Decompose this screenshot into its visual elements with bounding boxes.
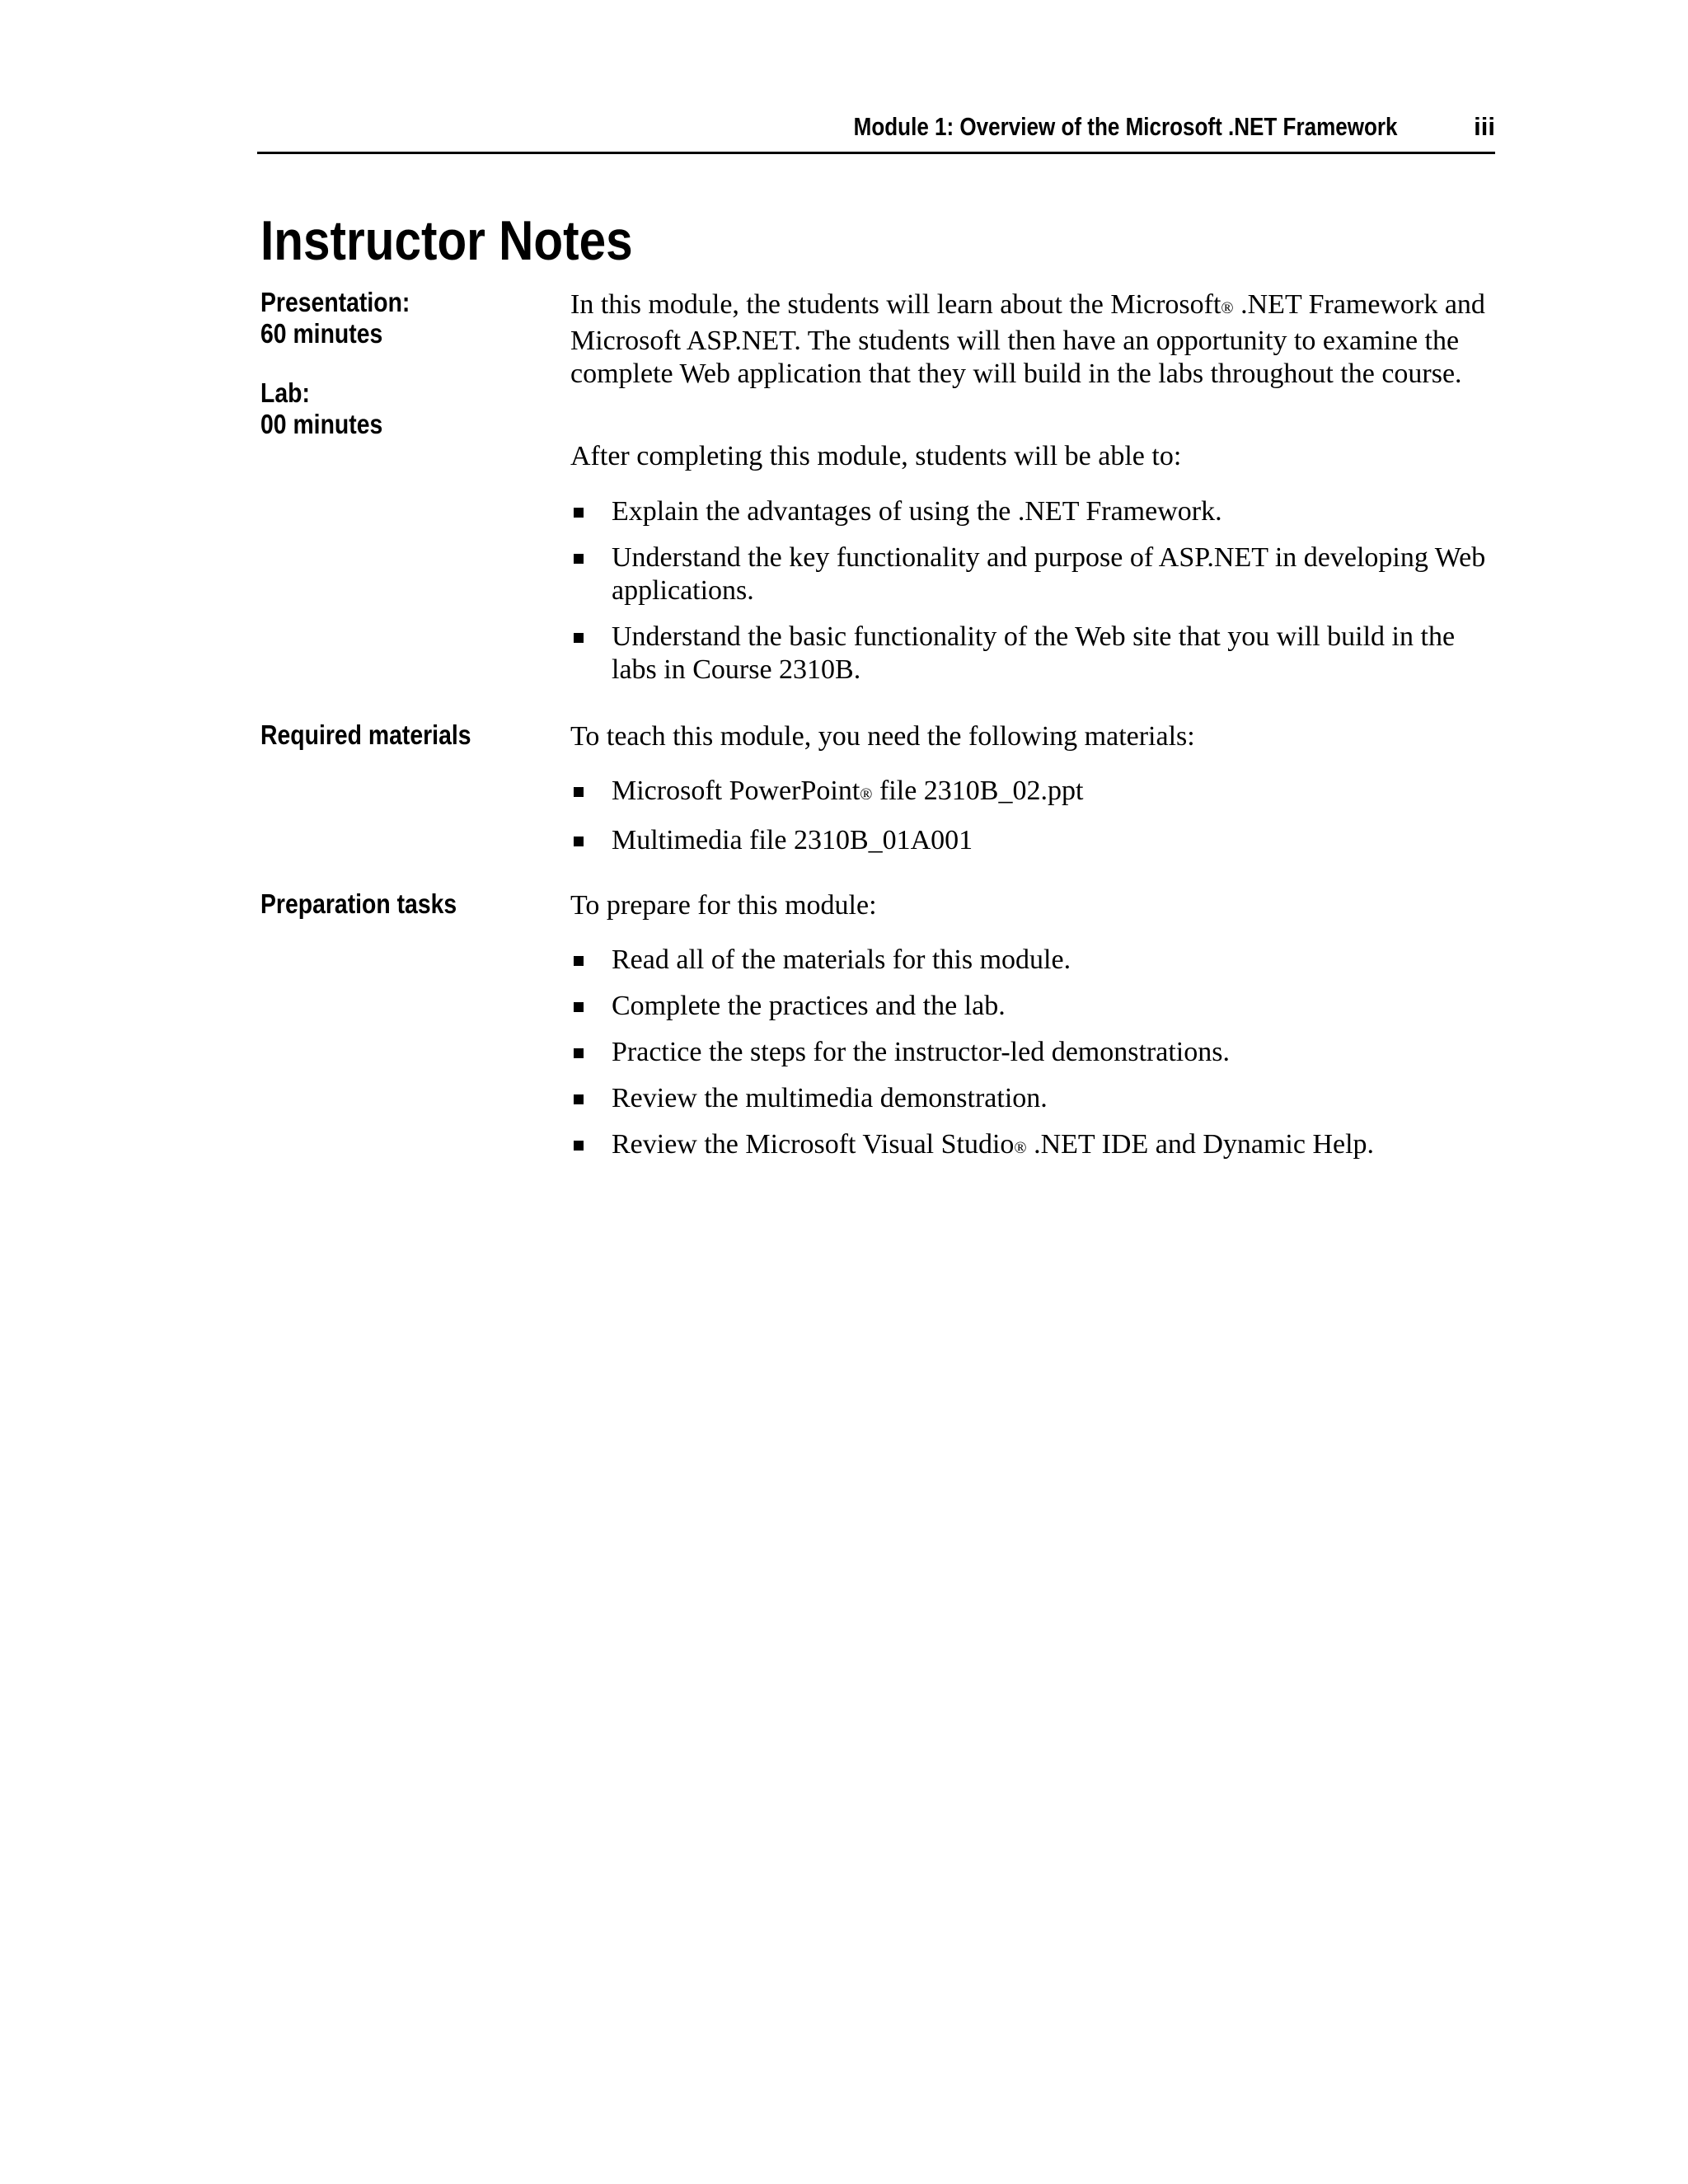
square-bullet-icon	[574, 554, 584, 564]
intro-text-part-1: In this module, the students will learn about the Microsoft	[570, 289, 1221, 320]
list-item: Complete the practices and the lab.	[570, 990, 1502, 1023]
list-item: Multimedia file 2310B_01A001	[570, 824, 1502, 857]
preparation-lead: To prepare for this module:	[570, 890, 877, 921]
square-bullet-icon	[574, 633, 584, 643]
square-bullet-icon	[574, 837, 584, 846]
header-module-title: Module 1: Overview of the Microsoft .NET Framework	[853, 112, 1397, 141]
list-item: Read all of the materials for this module.	[570, 944, 1502, 977]
square-bullet-icon	[574, 956, 584, 966]
square-bullet-icon	[574, 787, 584, 797]
lab-duration: 00 minutes	[260, 409, 383, 439]
materials-list	[570, 775, 1502, 870]
objectives-lead: After completing this module, students will be able to:	[570, 441, 1182, 471]
registered-mark: ®	[1221, 299, 1234, 317]
list-item: Review the multimedia demonstration.	[570, 1082, 1502, 1115]
list-item: Understand the basic functionality of the Web site that you will build in the labs in Course 2310B.	[570, 621, 1502, 687]
header-page-number: iii	[1474, 112, 1495, 141]
preparation-tasks-label: Preparation tasks	[260, 888, 457, 919]
lab-label: Lab:	[260, 377, 310, 408]
page-title: Instructor Notes	[260, 209, 633, 272]
list-item: Explain the advantages of using the .NET Framework.	[570, 495, 1502, 528]
square-bullet-icon	[574, 1094, 584, 1104]
intro-text-part-2: .NET Framework and Microsoft ASP.NET. The students will then have an opportunity to examine the complete Web application that they will build in the labs throughout the course.	[570, 289, 1485, 389]
intro-paragraph	[570, 288, 1502, 391]
square-bullet-icon	[574, 1002, 584, 1012]
registered-mark: ®	[1014, 1139, 1027, 1157]
preparation-list	[570, 944, 1502, 1178]
presentation-label: Presentation:	[260, 287, 410, 317]
materials-lead: To teach this module, you need the following materials:	[570, 721, 1195, 752]
list-item: Understand the key functionality and purpose of ASP.NET in developing Web applications.	[570, 541, 1502, 607]
square-bullet-icon	[574, 508, 584, 518]
objectives-list	[570, 495, 1502, 700]
presentation-duration: 60 minutes	[260, 318, 383, 349]
square-bullet-icon	[574, 1048, 584, 1058]
list-item: Practice the steps for the instructor-led demonstrations.	[570, 1036, 1502, 1069]
required-materials-label: Required materials	[260, 719, 471, 750]
list-item: Review the Microsoft Visual Studio® .NET IDE and Dynamic Help.	[570, 1128, 1502, 1165]
running-header	[257, 110, 1495, 154]
registered-mark: ®	[860, 785, 873, 804]
list-item: Microsoft PowerPoint® file 2310B_02.ppt	[570, 775, 1502, 811]
square-bullet-icon	[574, 1141, 584, 1151]
